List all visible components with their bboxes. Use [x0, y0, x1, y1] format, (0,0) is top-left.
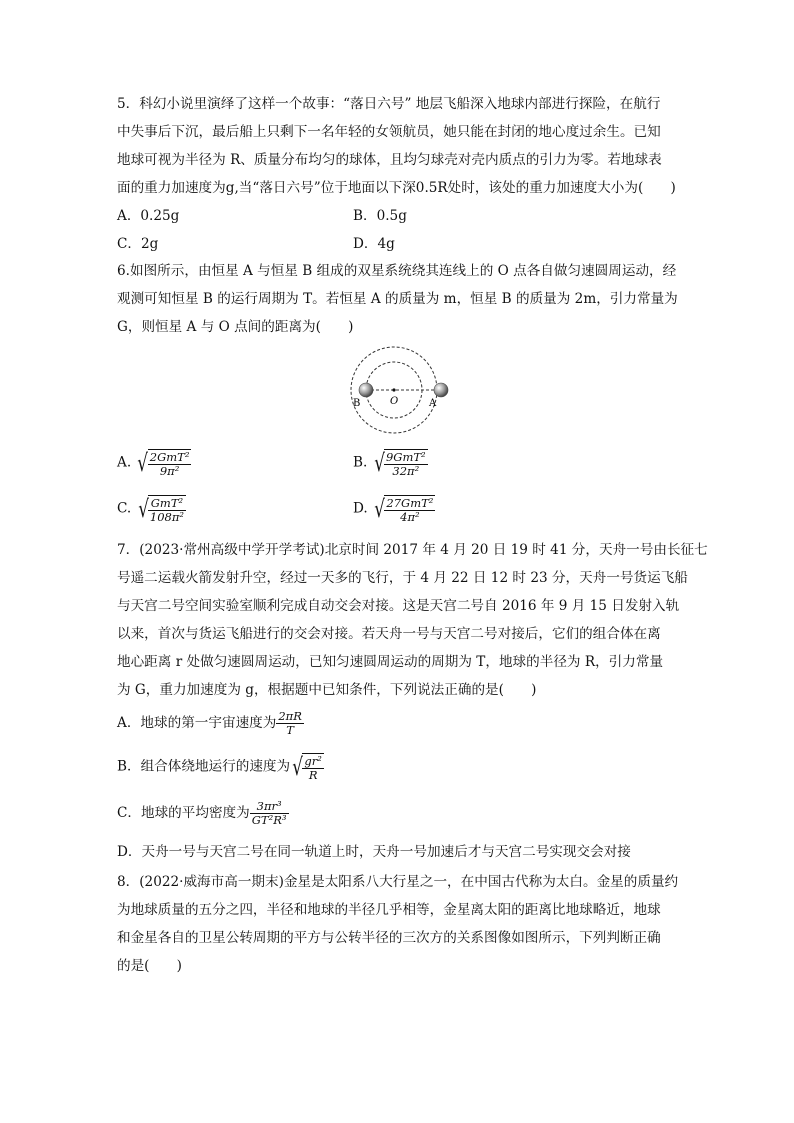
question-5-line: 面的重力加速度为g,当“落日六号”位于地面以下深0.5R处时，该处的重力加速度大小为( ) — [117, 180, 676, 196]
option-a[interactable] — [117, 710, 304, 737]
label-a: A — [429, 398, 437, 409]
denominator: 108π² — [149, 509, 184, 524]
denominator: T — [286, 723, 294, 737]
option-text: B．组合体绕地运行的速度为 — [117, 758, 291, 775]
option-label: A. — [117, 454, 132, 471]
label-o: O — [390, 396, 399, 407]
option-a[interactable]: A．0.25g — [117, 208, 180, 224]
question-6-line: 6.如图所示，由恒星 A 与恒星 B 组成的双星系统绕其连线上的 O 点各自做匀速圆周运动，经 — [117, 263, 677, 279]
question-7-line: 地心距离 r 处做匀速圆周运动，已知匀速圆周运动的周期为 T，地球的半径为 R，引力常量 — [117, 654, 664, 670]
option-d[interactable] — [353, 494, 435, 524]
star-a — [434, 383, 448, 397]
numerator: 3πr³ — [250, 800, 289, 814]
question-6-line: 观测可知恒星 B 的运行周期为 T。若恒星 A 的质量为 m，恒星 B 的质量为 2m，引力常量为 — [117, 291, 678, 307]
option-a[interactable] — [117, 448, 191, 478]
numerator: gr² — [304, 753, 322, 768]
option-label: D. — [353, 500, 368, 517]
star-b — [359, 383, 373, 397]
option-text: C．地球的平均密度为 — [117, 805, 250, 821]
option-c[interactable] — [117, 494, 186, 524]
denominator: GT²R³ — [251, 813, 287, 827]
question-7-line: 为 G，重力加速度为 g，根据题中已知条件，下列说法正确的是( ) — [117, 682, 537, 698]
question-8-line: 和金星各自的卫星公转周期的平方与公转半径的三次方的关系图像如图所示，下列判断正确 — [117, 930, 661, 946]
question-5-line: 地球可视为半径为 R、质量分布均匀的球体，且均匀球壳对壳内质点的引力为零。若地球表 — [117, 152, 662, 168]
sqrt-expression: √ $\frac{\text{27GmT²}}{\text{4π²}}$ — [374, 495, 434, 524]
question-7-line: 7．(2023·常州高级中学开学考试)北京时间 2017 年 4 月 20 日 19 时 41 分，天舟一号由长征七 — [117, 542, 708, 558]
option-label: B. — [353, 454, 368, 471]
sqrt-expression: √ $\frac{\text{2GmT²}}{\text{9π²}}$ — [137, 449, 190, 478]
denominator: 32π² — [392, 463, 420, 478]
sqrt-expression: √ $\frac{\text{9GmT²}}{\text{32π²}}$ — [373, 449, 426, 478]
center-point — [392, 388, 395, 391]
option-text: A．地球的第一宇宙速度为 — [117, 715, 277, 731]
option-b[interactable] — [117, 752, 324, 782]
denominator: 9π² — [159, 463, 180, 478]
sqrt-expression: √ $\frac{\text{GmT²}}{\text{108π²}}$ — [137, 495, 184, 524]
option-c[interactable]: C．2g — [117, 236, 159, 252]
numerator: 2πR — [278, 709, 302, 723]
sqrt-expression: √ $\frac{\text{gr²}}{R}$ — [292, 753, 322, 782]
question-8-line: 8．(2022·威海市高一期末)金星是太阳系八大行星之一，在中国古代称为太白。金星的质量约 — [117, 874, 679, 890]
numerator: 9GmT² — [385, 449, 426, 464]
question-5-line: 中失事后下沉，最后船上只剩下一名年轻的女领航员，她只能在封闭的地心度过余生。已知 — [117, 124, 661, 140]
numerator: GmT² — [148, 497, 186, 511]
question-7-line: 与天宫二号空间实验室顺利完成自动交会对接。这是天宫二号自 2016 年 9 月 15 日发射入轨 — [117, 598, 680, 614]
question-7-line: 以来，首次与货运飞船进行的交会对接。若天舟一号与天宫二号对接后，它们的组合体在离 — [117, 626, 661, 642]
question-6-line: G，则恒星 A 与 O 点间的距离为( ) — [117, 319, 354, 335]
option-b[interactable]: B．0.5g — [353, 208, 407, 224]
denominator: 4π² — [400, 509, 420, 524]
option-c[interactable] — [117, 800, 289, 827]
option-b[interactable] — [353, 448, 428, 478]
option-d[interactable]: D．4g — [353, 236, 395, 252]
label-b: B — [353, 398, 361, 409]
option-d[interactable]: D．天舟一号与天宫二号在同一轨道上时，天舟一号加速后才与天宫二号实现交会对接 — [117, 844, 631, 860]
question-7-line: 号遥二运载火箭发射升空，经过一天多的飞行，于 4 月 22 日 12 时 23 分，天舟一号货运飞船 — [117, 570, 688, 586]
question-8-line: 的是( ) — [117, 958, 182, 974]
binary-star-diagram — [340, 345, 460, 435]
denominator: R — [308, 767, 318, 782]
numerator: 27GmT² — [386, 495, 434, 510]
option-label: C. — [117, 500, 132, 517]
question-5-line: 5．科幻小说里演绎了这样一个故事：“落日六号” 地层飞船深入地球内部进行探险，在航行 — [117, 96, 661, 112]
numerator: 2GmT² — [149, 449, 190, 464]
question-8-line: 为地球质量的五分之四，半径和地球的半径几乎相等，金星离太阳的距离比地球略近，地球 — [117, 902, 661, 918]
